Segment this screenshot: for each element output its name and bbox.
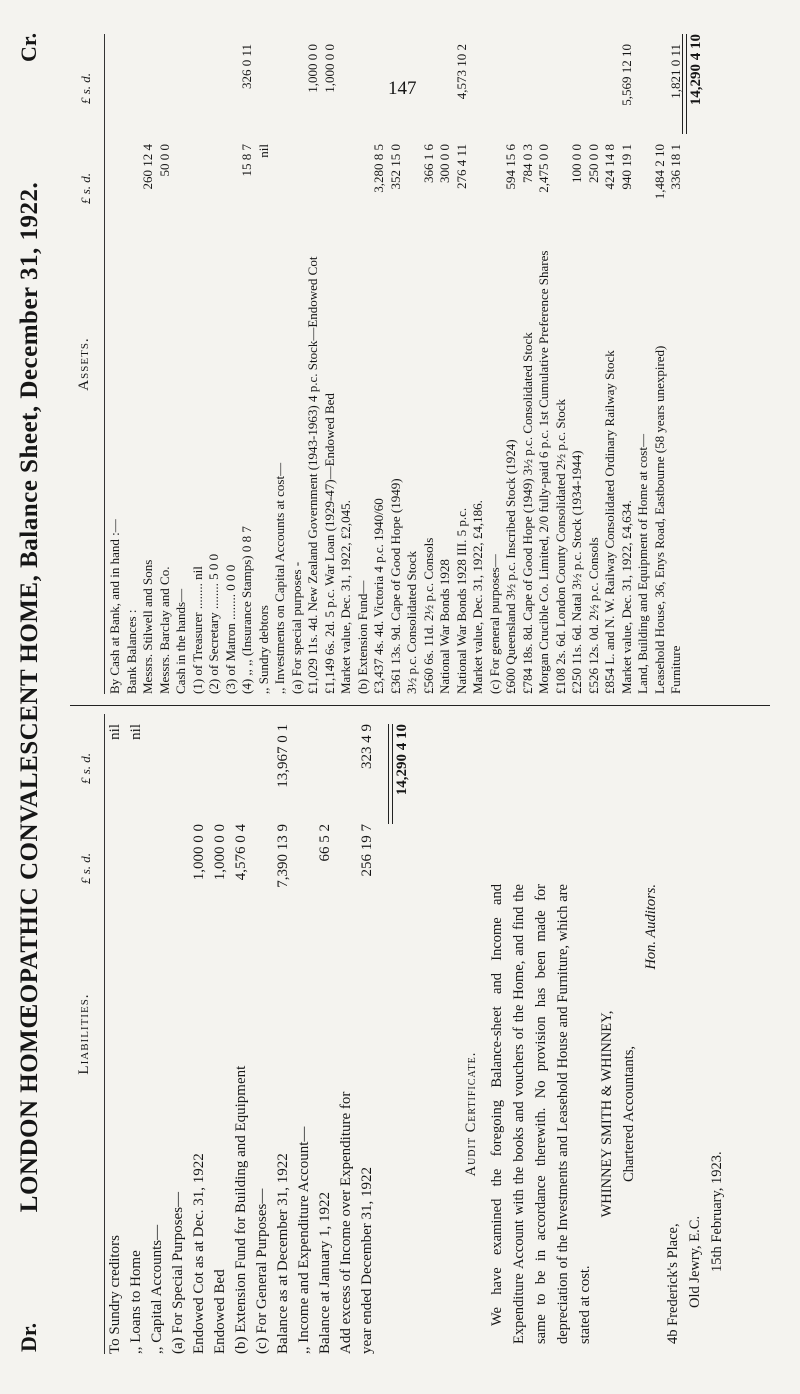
assets-row-amount-1: 276 4 11 <box>453 144 469 190</box>
assets-total-rule <box>682 34 687 134</box>
liabilities-row <box>357 714 378 1354</box>
assets-row-label: £250 11s. 6d. Natal 3½ p.c. Stock (1934-1944) <box>569 450 584 694</box>
assets-row <box>221 34 238 694</box>
liabilities-row-amount-2: 13,967 0 1 <box>275 724 291 788</box>
assets-row-amount-1: 260 12 4 <box>140 144 155 190</box>
assets-row-label: Morgan Crucible Co. Limited, 2/0 fully-paid 6 p.c. 1st Cumulative Preference Shares <box>536 250 551 694</box>
audit-role: Hon. Auditors. <box>643 884 659 970</box>
liabilities-total: 14,290 4 10 <box>394 724 410 796</box>
assets-row-label: National War Bonds 1928 III. 5 p.c. <box>453 507 469 694</box>
assets-row-amount-1: 940 19 1 <box>618 144 634 190</box>
liabilities-row-label: (c) For General Purposes— <box>254 1188 270 1354</box>
assets-row-label: Leasehold House, 36, Enys Road, Eastbourne (58 years unexpired) <box>651 345 667 694</box>
assets-row-label: £361 13s. 9d. Cape of Good Hope (1949) <box>387 478 403 694</box>
assets-row <box>551 34 568 694</box>
assets-row <box>303 34 320 694</box>
liabilities-row <box>168 714 189 1354</box>
assets-row <box>501 34 518 694</box>
assets-row-label: Market value, Dec. 31, 1922, £4,186. <box>470 500 485 694</box>
assets-row-label: 3½ p.c. Consolidated Stock <box>404 551 419 694</box>
assets-row-amount-1: 784 0 3 <box>519 144 535 183</box>
liabilities-row-label: ,, Loans to Home <box>128 1250 144 1354</box>
assets-row-amount-2: 5,569 12 10 <box>618 44 634 106</box>
assets-row-amount-2: 1,000 0 0 <box>321 44 337 93</box>
assets-row <box>105 34 122 694</box>
liabilities-row-label: (b) Extension Fund for Building and Equipment <box>233 1065 249 1354</box>
liabilities-row-label: Endowed Bed <box>212 1269 228 1354</box>
assets-row-amount-2: 326 0 11 <box>239 44 254 90</box>
liabilities-row-amount-2: 323 4 9 <box>359 724 375 769</box>
liabilities-panel <box>70 714 770 1354</box>
liabilities-row <box>105 714 126 1354</box>
liabilities-row <box>189 714 210 1354</box>
assets-row <box>419 34 436 694</box>
assets-row-label: (4) ,, ,, (Insurance Stamps) 0 8 7 <box>239 526 254 694</box>
assets-row-label: (b) Extension Fund— <box>354 580 370 694</box>
assets-row-label: Furniture <box>668 645 683 694</box>
column-divider <box>70 705 770 706</box>
assets-row <box>369 34 386 694</box>
assets-row-amount-1: 15 8 7 <box>239 144 254 177</box>
assets-row-label: £1,149 6s. 2d. 5 p.c. War Loan (1929-47)—Endowed Bed <box>321 393 337 694</box>
audit-address-1: 4b Frederick's Place, <box>665 1223 681 1344</box>
assets-row <box>336 34 353 694</box>
assets-row-label: ,, Sundry debtors <box>255 605 271 694</box>
assets-row <box>287 34 304 694</box>
liabilities-row <box>273 714 294 1354</box>
audit-firm-title: Chartered Accountants, <box>621 1045 637 1183</box>
assets-row <box>650 34 667 694</box>
assets-col1-head: £ s. d. <box>78 172 93 204</box>
assets-col2-head: £ s. d. <box>78 72 93 104</box>
assets-row-amount-1: 594 15 6 <box>503 144 518 190</box>
debit-label: Dr. <box>16 1322 41 1352</box>
page-number: 147 <box>388 78 417 99</box>
liabilities-row <box>126 714 147 1354</box>
assets-row-label: £600 Queensland 3½ p.c. Inscribed Stock (1924) <box>503 439 518 694</box>
liabilities-row-amount-1: 1,000 0 0 <box>212 824 228 881</box>
liabilities-header <box>70 714 105 1354</box>
liabilities-row-label: Balance as at December 31, 1922 <box>275 1153 291 1354</box>
assets-panel <box>70 34 770 694</box>
assets-row-label: £526 12s. 0d. 2½ p.c. Consols <box>585 537 601 694</box>
assets-row-label: £854 L. and N. W. Railway Consolidated Ordinary Railway Stock <box>602 350 617 694</box>
sheet-header <box>10 0 60 1394</box>
assets-row-label: Land, Building and Equipment of Home at cost— <box>635 434 650 694</box>
assets-row-amount-1: 366 1 6 <box>420 144 436 183</box>
assets-row-label: £1,029 11s. 4d. New Zealand Government (1943-1963) 4 p.c. Stock—Endowed Cot <box>305 256 320 694</box>
liabilities-row-amount-1: 66 5 2 <box>317 824 333 862</box>
liabilities-row <box>231 714 252 1354</box>
audit-firm: WHINNEY SMITH & WHINNEY, <box>599 1010 615 1218</box>
assets-rows <box>105 34 683 694</box>
assets-row-amount-1: nil <box>255 144 271 158</box>
assets-row-label: National War Bonds 1928 <box>437 559 452 694</box>
audit-address-2: Old Jewry, E.C. <box>687 1215 703 1308</box>
assets-row-label: (c) For general purposes— <box>486 554 502 694</box>
sheet-title: LONDON HOMŒOPATHIC CONVALESCENT HOME, Balance Sheet, December 31, 1922. <box>16 181 43 1213</box>
assets-row <box>386 34 403 694</box>
assets-row <box>617 34 634 694</box>
assets-row-label: £108 2s. 6d. London County Consolidated 2½ p.c. Stock <box>552 398 568 694</box>
assets-row <box>320 34 337 694</box>
assets-row-label: Messrs. Barclay and Co. <box>156 566 172 694</box>
assets-row <box>188 34 205 694</box>
assets-row <box>270 34 287 694</box>
assets-row-label: Market value, Dec. 31, 1922, £4,634. <box>618 500 634 694</box>
assets-row <box>666 34 683 694</box>
assets-row-label: Cash in the hands— <box>173 588 188 694</box>
assets-row <box>122 34 139 694</box>
assets-row <box>171 34 188 694</box>
liabilities-row-label: Balance at January 1, 1922 <box>317 1191 333 1354</box>
assets-row-amount-1: 50 0 0 <box>156 144 172 177</box>
assets-row <box>518 34 535 694</box>
audit-heading: Audit Certificate. <box>463 1051 479 1177</box>
liabilities-row-amount-1: 7,390 13 9 <box>275 824 291 888</box>
assets-row <box>468 34 485 694</box>
assets-header <box>70 34 105 694</box>
liabilities-col1-head: £ s. d. <box>78 852 93 884</box>
assets-row <box>155 34 172 694</box>
liabilities-row-amount-1: 256 19 7 <box>359 824 375 877</box>
liabilities-row-label: Endowed Cot as at Dec. 31, 1922 <box>191 1153 207 1354</box>
assets-row <box>452 34 469 694</box>
assets-row-label: By Cash at Bank, and in hand :— <box>107 519 122 694</box>
liabilities-row <box>315 714 336 1354</box>
assets-row-label: (2) of Secretary ........ 5 0 0 <box>206 553 221 694</box>
assets-row-amount-1: 300 0 0 <box>437 144 452 183</box>
assets-row <box>204 34 221 694</box>
liabilities-row <box>294 714 315 1354</box>
assets-row <box>485 34 502 694</box>
liabilities-col2-head: £ s. d. <box>78 752 93 784</box>
liabilities-row-amount-2: nil <box>107 724 123 740</box>
liabilities-row-amount-1: 1,000 0 0 <box>191 824 207 881</box>
assets-row-label: Messrs. Stilwell and Sons <box>140 559 155 694</box>
assets-row <box>138 34 155 694</box>
credit-label: Cr. <box>16 32 41 62</box>
assets-row-label: £3,437 4s. 4d. Victoria 4 p.c. 1940/60 <box>371 498 386 694</box>
liabilities-row-label: ,, Capital Accounts— <box>149 1224 165 1354</box>
assets-row-amount-1: 250 0 0 <box>585 144 601 183</box>
assets-row-label: Market value, Dec. 31, 1922, £2,045. <box>338 500 353 694</box>
assets-row-amount-1: 352 15 0 <box>387 144 403 190</box>
assets-row-amount-2: 4,573 10 2 <box>453 44 469 100</box>
assets-row-amount-2: 1,000 0 0 <box>305 44 320 93</box>
assets-row-label: Bank Balances : <box>123 609 139 694</box>
audit-date: 15th February, 1923. <box>709 1151 725 1272</box>
assets-row <box>600 34 617 694</box>
assets-row-label: £560 6s. 11d. 2½ p.c. Consols <box>420 537 436 694</box>
liabilities-row <box>252 714 273 1354</box>
assets-row <box>633 34 650 694</box>
assets-row-amount-1: 336 18 1 <box>668 144 683 190</box>
assets-heading: Assets. <box>76 337 92 391</box>
liabilities-row-label: Add excess of Income over Expenditure for <box>338 1091 354 1354</box>
assets-total: 14,290 4 10 <box>688 34 704 106</box>
assets-row <box>237 34 254 694</box>
liabilities-row-label: To Sundry creditors <box>107 1235 123 1354</box>
assets-row-label: (3) of Matron ........ 0 0 0 <box>222 564 238 694</box>
assets-row-amount-1: 1,484 2 10 <box>651 144 667 200</box>
assets-row-label: (a) For special purposes - <box>288 561 304 694</box>
assets-row <box>435 34 452 694</box>
assets-row-amount-1: 424 14 8 <box>602 144 617 190</box>
liabilities-total-rule <box>388 724 393 824</box>
assets-row-amount-2: 1,821 0 11 <box>668 44 683 99</box>
assets-row-label: ,, Investments on Capital Accounts at cost— <box>272 462 287 694</box>
liabilities-row-label: ,, Income and Expenditure Account— <box>296 1126 312 1354</box>
assets-row-amount-1: 2,475 0 0 <box>536 144 551 193</box>
assets-row-label: (1) of Treasurer ........ nil <box>189 566 205 694</box>
assets-row-label: £784 18s. 8d. Cape of Good Hope (1949) 3½ p.c. Consolidated Stock <box>519 332 535 694</box>
liabilities-row-label: year ended December 31, 1922 <box>359 1166 375 1354</box>
liabilities-row-amount-1: 4,576 0 4 <box>233 824 249 881</box>
assets-row <box>567 34 584 694</box>
audit-body: We have examined the foregoing Balance-sheet and Income and Expenditure Account with the books and vouchers of the Home, and find the same to be in accordance therewith. No provision has been made for depreciation of the Investments and Leasehold House and Furniture, which are stated at cost. <box>489 884 593 1344</box>
assets-row <box>534 34 551 694</box>
assets-row <box>584 34 601 694</box>
liabilities-row <box>336 714 357 1354</box>
assets-row <box>254 34 271 694</box>
liabilities-heading: Liabilities. <box>76 993 92 1075</box>
liabilities-row <box>210 714 231 1354</box>
assets-row-amount-1: 3,280 8 5 <box>371 144 386 193</box>
liabilities-row-label: (a) For Special Purposes— <box>170 1191 186 1354</box>
assets-row <box>402 34 419 694</box>
assets-row-amount-1: 100 0 0 <box>569 144 584 183</box>
assets-row <box>353 34 370 694</box>
liabilities-row <box>147 714 168 1354</box>
liabilities-row-amount-2: nil <box>128 724 144 740</box>
liabilities-rows <box>105 714 378 1354</box>
